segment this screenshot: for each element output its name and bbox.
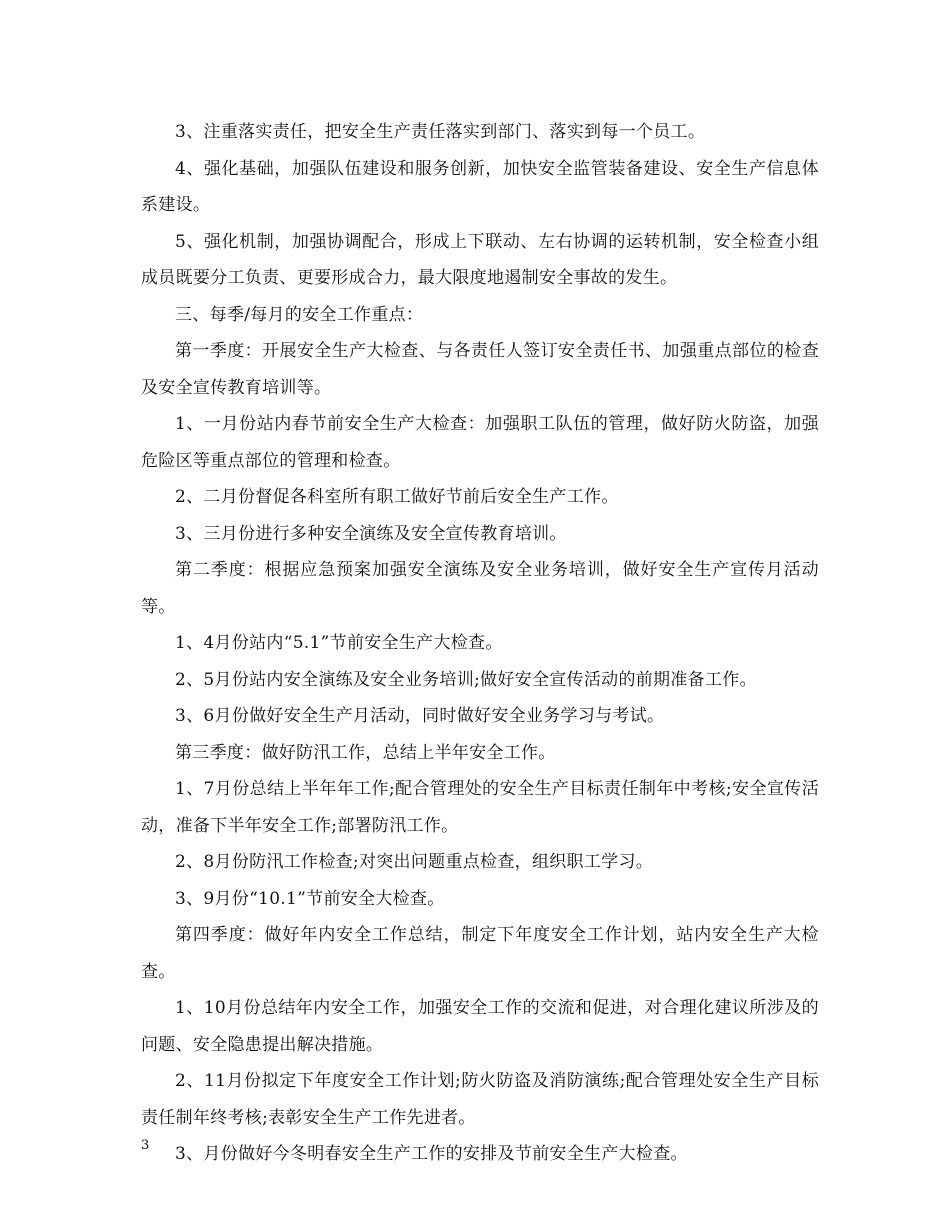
section-heading: 三、每季/每月的安全工作重点： [175,304,424,325]
quarter-2-item-2: 2、5月份站内安全演练及安全业务培训;做好安全宣传活动的前期准备工作。 [175,669,757,690]
quarter-3-item-3: 3、9月份“10.1”节前安全大检查。 [175,888,445,909]
paragraph-2: 4、强化基础，加强队伍建设和服务创新，加快安全监管装备建设、安全生产信息体系建设。 [141,158,819,215]
quarter-4-summary: 第四季度：做好年内安全工作总结，制定下年度安全工作计划，站内安全生产大检查。 [141,925,819,982]
paragraph-3: 5、强化机制，加强协调配合，形成上下联动、左右协调的运转机制，安全检查小组成员既要分工负责、更要形成合力，最大限度地遏制安全事故的发生。 [141,231,819,288]
quarter-3-item-1: 1、7月份总结上半年年工作;配合管理处的安全生产目标责任制年中考核;安全宣传活动，准备下半年安全工作;部署防汛工作。 [141,779,819,836]
quarter-4-item-1: 1、10月份总结年内安全工作，加强安全工作的交流和促进，对合理化建议所涉及的问题、安全隐患提出解决措施。 [141,998,819,1055]
quarter-3-item-2: 2、8月份防汛工作检查;对突出问题重点检查，组织职工学习。 [175,852,654,872]
quarter-3-summary: 第三季度：做好防汛工作，总结上半年安全工作。 [175,742,556,763]
quarter-4-item-2: 2、11月份拟定下年度安全工作计划;防火防盗及消防演练;配合管理处安全生产目标责任制年终考核;表彰安全生产工作先进者。 [141,1071,819,1128]
quarter-1-item-2: 2、二月份督促各科室所有职工做好节前后安全生产工作。 [175,487,619,507]
quarter-2-item-3: 3、6月份做好安全生产月活动，同时做好安全业务学习与考试。 [175,706,665,726]
page-number: 3 [141,1138,150,1153]
document-body [141,114,819,1173]
paragraph-1: 3、注重落实责任，把安全生产责任落实到部门、落实到每一个员工。 [175,122,706,142]
quarter-1-item-3: 3、三月份进行多种安全演练及安全宣传教育培训。 [175,523,567,544]
quarter-2-summary: 第二季度：根据应急预案加强安全演练及安全业务培训，做好安全生产宣传月活动等。 [141,560,819,617]
quarter-2-item-1: 1、4月份站内“5.1”节前安全生产大检查。 [175,633,503,653]
quarter-1-item-1: 1、一月份站内春节前安全生产大检查：加强职工队伍的管理，做好防火防盗，加强危险区等重点部位的管理和检查。 [141,414,819,471]
quarter-1-summary: 第一季度：开展安全生产大检查、与各责任人签订安全责任书、加强重点部位的检查及安全宣传教育培训等。 [141,341,819,398]
quarter-4-item-3: 3、月份做好今冬明春安全生产工作的安排及节前安全生产大检查。 [175,1144,688,1164]
